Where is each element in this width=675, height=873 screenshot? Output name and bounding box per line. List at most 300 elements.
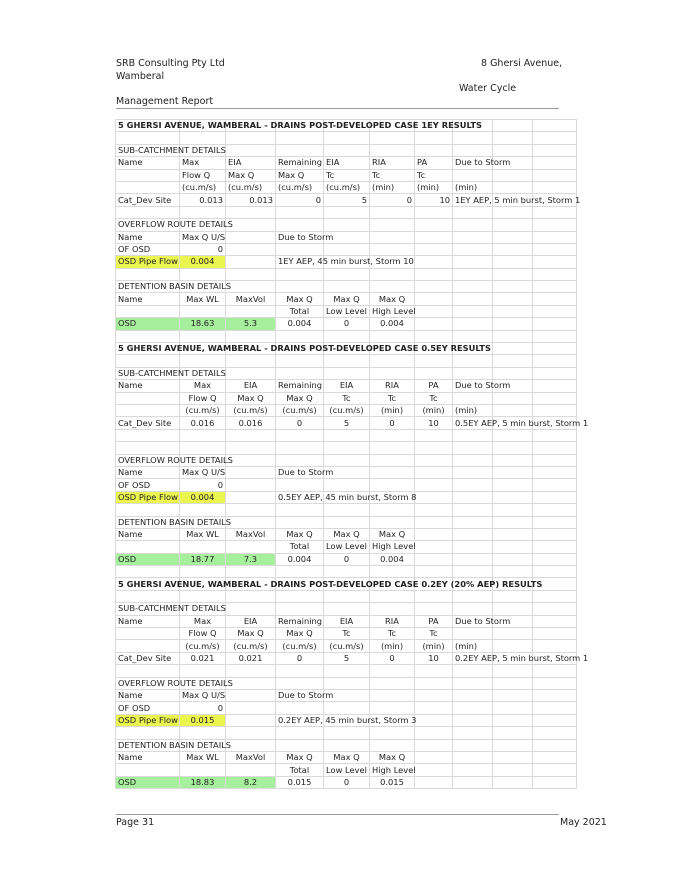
overflow-storm-value: 1EY AEP, 45 min burst, Storm 10 xyxy=(276,256,324,268)
empty-cell xyxy=(453,169,493,181)
empty-cell xyxy=(533,132,577,144)
catchment-unit-row xyxy=(116,404,577,416)
column-header: Max Q xyxy=(324,528,370,540)
osd-label: OSD xyxy=(116,553,180,565)
total-max-q-value: 0.004 xyxy=(276,553,324,565)
empty-cell xyxy=(415,281,453,293)
detention-data-row xyxy=(116,553,577,565)
empty-cell xyxy=(226,504,276,516)
overflow-header-row xyxy=(116,466,577,478)
sub-catchment-label-row xyxy=(116,144,577,156)
empty-cell xyxy=(370,231,415,243)
empty-cell xyxy=(226,727,276,739)
pa-tc-value: 10 xyxy=(415,652,453,664)
empty-cell xyxy=(116,764,180,776)
overflow-label-row xyxy=(116,677,577,689)
blank-row xyxy=(116,665,577,677)
empty-cell xyxy=(226,132,276,144)
empty-cell xyxy=(453,243,493,255)
empty-cell xyxy=(226,590,276,602)
osd-pipe-flow-value: 0.015 xyxy=(180,714,226,726)
empty-cell xyxy=(453,442,493,454)
empty-cell xyxy=(226,429,276,441)
empty-cell xyxy=(324,590,370,602)
empty-cell xyxy=(415,516,453,528)
column-header: Tc xyxy=(415,169,453,181)
empty-cell xyxy=(276,727,324,739)
column-header: Max Q xyxy=(276,528,324,540)
catchment-header-row xyxy=(116,392,577,404)
empty-cell xyxy=(324,219,370,231)
column-header: Max Q xyxy=(370,293,415,305)
eia-max-q-value: 0.021 xyxy=(226,652,276,664)
empty-cell xyxy=(415,132,453,144)
pipe-flow-row xyxy=(116,714,577,726)
empty-cell xyxy=(415,243,453,255)
empty-cell xyxy=(226,466,276,478)
column-header: Remaining xyxy=(276,380,324,392)
empty-cell xyxy=(370,367,415,379)
column-header: Due to Storm xyxy=(276,466,324,478)
empty-cell xyxy=(226,206,276,218)
empty-cell xyxy=(533,677,577,689)
empty-cell xyxy=(276,677,324,689)
column-header: Max Q xyxy=(276,751,324,763)
empty-cell xyxy=(370,590,415,602)
empty-cell xyxy=(226,665,276,677)
empty-cell xyxy=(415,144,453,156)
empty-cell xyxy=(453,776,493,788)
empty-cell xyxy=(324,504,370,516)
empty-cell xyxy=(226,144,276,156)
empty-cell xyxy=(493,330,533,342)
column-header: EIA xyxy=(226,380,276,392)
column-header: Max Q xyxy=(276,392,324,404)
empty-cell xyxy=(276,281,324,293)
empty-cell xyxy=(324,243,370,255)
empty-cell xyxy=(370,132,415,144)
empty-cell xyxy=(453,739,493,751)
catchment-name: Cat_Dev Site xyxy=(116,417,180,429)
empty-cell xyxy=(370,677,415,689)
column-header: Flow Q xyxy=(180,392,226,404)
ria-tc-value: 0 xyxy=(370,652,415,664)
empty-cell xyxy=(453,491,493,503)
unit-header: (min) xyxy=(453,404,493,416)
pipe-flow-row xyxy=(116,491,577,503)
empty-cell xyxy=(533,615,577,627)
ria-tc-value: 0 xyxy=(370,417,415,429)
column-header: High Level xyxy=(370,305,415,317)
column-header: Due to Storm xyxy=(453,157,493,169)
blank-row xyxy=(116,504,577,516)
empty-cell xyxy=(116,541,180,553)
empty-cell xyxy=(370,330,415,342)
catchment-name: Cat_Dev Site xyxy=(116,194,180,206)
empty-cell xyxy=(276,206,324,218)
empty-cell xyxy=(493,268,533,280)
empty-cell xyxy=(226,541,276,553)
empty-cell xyxy=(180,206,226,218)
column-header: Total xyxy=(276,541,324,553)
column-header: Max Q xyxy=(226,392,276,404)
company-name: SRB Consulting Pty Ltd xyxy=(116,58,225,69)
low-level-max-q-value: 0 xyxy=(324,776,370,788)
empty-cell xyxy=(324,702,370,714)
empty-cell xyxy=(453,504,493,516)
column-header: Due to Storm xyxy=(276,231,324,243)
overflow-data-row xyxy=(116,702,577,714)
empty-cell xyxy=(276,330,324,342)
empty-cell xyxy=(493,318,533,330)
empty-cell xyxy=(453,355,493,367)
empty-cell xyxy=(493,628,533,640)
empty-cell xyxy=(453,466,493,478)
company-location: Wamberal xyxy=(116,71,165,82)
empty-cell xyxy=(415,219,453,231)
empty-cell xyxy=(226,231,276,243)
empty-cell xyxy=(370,504,415,516)
eia-max-q-value: 0.013 xyxy=(226,194,276,206)
empty-cell xyxy=(415,206,453,218)
empty-cell xyxy=(533,491,577,503)
empty-cell xyxy=(533,392,577,404)
empty-cell xyxy=(415,305,453,317)
empty-cell xyxy=(116,442,180,454)
empty-cell xyxy=(493,751,533,763)
column-header: Tc xyxy=(415,392,453,404)
empty-cell xyxy=(453,144,493,156)
blank-row xyxy=(116,132,577,144)
column-header: Tc xyxy=(370,169,415,181)
empty-cell xyxy=(493,566,533,578)
catchment-data-row xyxy=(116,194,577,206)
report-subject: Water Cycle xyxy=(459,83,517,94)
empty-cell xyxy=(226,689,276,701)
unit-header: (cu.m/s) xyxy=(180,640,226,652)
high-level-max-q-value: 0.004 xyxy=(370,318,415,330)
empty-cell xyxy=(324,677,370,689)
empty-cell xyxy=(493,293,533,305)
unit-header: (min) xyxy=(370,181,415,193)
empty-cell xyxy=(415,665,453,677)
pa-tc-value: 10 xyxy=(415,194,453,206)
unit-header: (cu.m/s) xyxy=(180,404,226,416)
empty-cell xyxy=(370,268,415,280)
empty-cell xyxy=(533,169,577,181)
empty-cell xyxy=(533,566,577,578)
empty-cell xyxy=(533,504,577,516)
empty-cell xyxy=(453,702,493,714)
empty-cell xyxy=(180,590,226,602)
unit-header: (cu.m/s) xyxy=(276,181,324,193)
empty-cell xyxy=(276,144,324,156)
empty-cell xyxy=(370,144,415,156)
unit-header: (min) xyxy=(453,181,493,193)
empty-cell xyxy=(276,367,324,379)
empty-cell xyxy=(533,603,577,615)
empty-cell xyxy=(453,714,493,726)
section-label: SUB-CATCHMENT DETAILS xyxy=(116,367,180,379)
empty-cell xyxy=(533,380,577,392)
empty-cell xyxy=(493,404,533,416)
column-header: Max Q xyxy=(324,293,370,305)
critical-storm-value: 1EY AEP, 5 min burst, Storm 1 xyxy=(453,194,493,206)
catchment-header-row xyxy=(116,615,577,627)
empty-cell xyxy=(116,504,180,516)
empty-cell xyxy=(453,516,493,528)
section-label: OVERFLOW ROUTE DETAILS xyxy=(116,219,180,231)
empty-cell xyxy=(415,318,453,330)
section-title: 5 GHERSI AVENUE, WAMBERAL - DRAINS POST-DEVELOPED CASE 0.5EY RESULTS xyxy=(116,343,180,355)
empty-cell xyxy=(180,305,226,317)
osd-label: OSD xyxy=(116,776,180,788)
empty-cell xyxy=(533,231,577,243)
column-header: Max Q xyxy=(370,751,415,763)
empty-cell xyxy=(415,491,453,503)
empty-cell xyxy=(276,504,324,516)
empty-cell xyxy=(493,516,533,528)
empty-cell xyxy=(493,367,533,379)
column-header: EIA xyxy=(324,615,370,627)
empty-cell xyxy=(415,764,453,776)
empty-cell xyxy=(415,466,453,478)
report-date: May 2021 xyxy=(560,817,607,828)
section-label: SUB-CATCHMENT DETAILS xyxy=(116,144,180,156)
detention-subheader-row xyxy=(116,541,577,553)
empty-cell xyxy=(415,714,453,726)
empty-cell xyxy=(116,404,180,416)
section-title-row xyxy=(116,578,577,590)
empty-cell xyxy=(453,689,493,701)
empty-cell xyxy=(415,541,453,553)
column-header: Due to Storm xyxy=(453,380,493,392)
empty-cell xyxy=(453,281,493,293)
empty-cell xyxy=(493,206,533,218)
empty-cell xyxy=(533,157,577,169)
empty-cell xyxy=(116,181,180,193)
overflow-name: OF OSD xyxy=(116,243,180,255)
empty-cell xyxy=(415,751,453,763)
empty-cell xyxy=(276,454,324,466)
empty-cell xyxy=(415,268,453,280)
column-header: Total xyxy=(276,305,324,317)
empty-cell xyxy=(324,355,370,367)
column-header: Low Level xyxy=(324,305,370,317)
detention-label-row xyxy=(116,739,577,751)
empty-cell xyxy=(493,553,533,565)
empty-cell xyxy=(116,566,180,578)
column-header: MaxVol xyxy=(226,293,276,305)
page-number: Page 31 xyxy=(116,817,155,828)
empty-cell xyxy=(533,355,577,367)
empty-cell xyxy=(493,305,533,317)
empty-cell xyxy=(180,330,226,342)
remaining-max-q-value: 0 xyxy=(276,194,324,206)
empty-cell xyxy=(276,665,324,677)
empty-cell xyxy=(533,702,577,714)
empty-cell xyxy=(493,479,533,491)
empty-cell xyxy=(116,169,180,181)
empty-cell xyxy=(415,355,453,367)
section-title: 5 GHERSI AVENUE, WAMBERAL - DRAINS POST-DEVELOPED CASE 1EY RESULTS xyxy=(116,120,180,132)
empty-cell xyxy=(324,429,370,441)
column-header: Name xyxy=(116,615,180,627)
catchment-header-row xyxy=(116,628,577,640)
empty-cell xyxy=(324,330,370,342)
report-address: 8 Ghersi Avenue, xyxy=(481,58,563,69)
empty-cell xyxy=(533,181,577,193)
empty-cell xyxy=(453,367,493,379)
empty-cell xyxy=(493,132,533,144)
blank-row xyxy=(116,566,577,578)
empty-cell xyxy=(276,355,324,367)
overflow-name: OF OSD xyxy=(116,702,180,714)
empty-cell xyxy=(370,206,415,218)
column-header: Due to Storm xyxy=(276,689,324,701)
empty-cell xyxy=(370,429,415,441)
overflow-data-row xyxy=(116,243,577,255)
empty-cell xyxy=(533,528,577,540)
detention-subheader-row xyxy=(116,305,577,317)
empty-cell xyxy=(226,764,276,776)
section-title-row xyxy=(116,343,577,355)
remaining-max-q-value: 0 xyxy=(276,417,324,429)
empty-cell xyxy=(324,739,370,751)
empty-cell xyxy=(533,243,577,255)
empty-cell xyxy=(493,504,533,516)
empty-cell xyxy=(370,665,415,677)
empty-cell xyxy=(370,516,415,528)
empty-cell xyxy=(453,553,493,565)
detention-data-row xyxy=(116,318,577,330)
catchment-unit-row xyxy=(116,640,577,652)
empty-cell xyxy=(324,206,370,218)
unit-header: (cu.m/s) xyxy=(276,404,324,416)
remaining-max-q-value: 0 xyxy=(276,652,324,664)
column-header: Max Q xyxy=(276,169,324,181)
empty-cell xyxy=(533,590,577,602)
high-level-max-q-value: 0.004 xyxy=(370,553,415,565)
empty-cell xyxy=(493,231,533,243)
empty-cell xyxy=(493,739,533,751)
overflow-storm-value: 0.2EY AEP, 45 min burst, Storm 3 xyxy=(276,714,324,726)
empty-cell xyxy=(324,281,370,293)
empty-cell xyxy=(276,739,324,751)
empty-cell xyxy=(493,466,533,478)
empty-cell xyxy=(226,479,276,491)
column-header: Tc xyxy=(370,392,415,404)
catchment-data-row xyxy=(116,417,577,429)
empty-cell xyxy=(533,665,577,677)
empty-cell xyxy=(276,479,324,491)
unit-header: (cu.m/s) xyxy=(226,181,276,193)
empty-cell xyxy=(533,256,577,268)
column-header: Name xyxy=(116,466,180,478)
empty-cell xyxy=(324,479,370,491)
column-header: Tc xyxy=(415,628,453,640)
empty-cell xyxy=(370,702,415,714)
max-wl-value: 18.63 xyxy=(180,318,226,330)
empty-cell xyxy=(453,429,493,441)
empty-cell xyxy=(533,305,577,317)
empty-cell xyxy=(453,206,493,218)
header-rule xyxy=(116,108,559,109)
max-vol-value: 7.3 xyxy=(226,553,276,565)
empty-cell xyxy=(453,318,493,330)
unit-header: (min) xyxy=(415,404,453,416)
column-header: Name xyxy=(116,689,180,701)
empty-cell xyxy=(415,454,453,466)
column-header: Max xyxy=(180,380,226,392)
empty-cell xyxy=(533,454,577,466)
unit-header: (cu.m/s) xyxy=(324,181,370,193)
column-header: PA xyxy=(415,615,453,627)
column-header: Max Q xyxy=(324,751,370,763)
empty-cell xyxy=(453,590,493,602)
empty-cell xyxy=(415,504,453,516)
empty-cell xyxy=(533,541,577,553)
empty-cell xyxy=(493,181,533,193)
section-label: DETENTION BASIN DETAILS xyxy=(116,739,180,751)
empty-cell xyxy=(533,764,577,776)
empty-cell xyxy=(226,367,276,379)
max-flow-value: 0.013 xyxy=(180,194,226,206)
empty-cell xyxy=(415,553,453,565)
empty-cell xyxy=(533,429,577,441)
column-header: Name xyxy=(116,231,180,243)
empty-cell xyxy=(324,367,370,379)
empty-cell xyxy=(180,764,226,776)
empty-cell xyxy=(226,491,276,503)
column-header: Total xyxy=(276,764,324,776)
empty-cell xyxy=(370,566,415,578)
section-title-row xyxy=(116,120,577,132)
empty-cell xyxy=(226,702,276,714)
empty-cell xyxy=(370,281,415,293)
column-header: Tc xyxy=(324,169,370,181)
empty-cell xyxy=(324,727,370,739)
empty-cell xyxy=(180,268,226,280)
empty-cell xyxy=(415,727,453,739)
catchment-name: Cat_Dev Site xyxy=(116,652,180,664)
empty-cell xyxy=(180,504,226,516)
empty-cell xyxy=(493,665,533,677)
unit-header: (min) xyxy=(370,640,415,652)
overflow-storm-value: 0.5EY AEP, 45 min burst, Storm 8 xyxy=(276,491,324,503)
section-label: OVERFLOW ROUTE DETAILS xyxy=(116,677,180,689)
catchment-header-row xyxy=(116,157,577,169)
empty-cell xyxy=(370,689,415,701)
empty-cell xyxy=(226,714,276,726)
empty-cell xyxy=(116,392,180,404)
critical-storm-value: 0.2EY AEP, 5 min burst, Storm 1 xyxy=(453,652,493,664)
unit-header: (min) xyxy=(415,640,453,652)
empty-cell xyxy=(276,702,324,714)
column-header: Max Q xyxy=(226,169,276,181)
empty-cell xyxy=(493,491,533,503)
of-osd-value: 0 xyxy=(180,702,226,714)
empty-cell xyxy=(533,479,577,491)
catchment-data-row xyxy=(116,652,577,664)
of-osd-value: 0 xyxy=(180,479,226,491)
empty-cell xyxy=(226,454,276,466)
empty-cell xyxy=(453,603,493,615)
unit-header: (cu.m/s) xyxy=(324,404,370,416)
empty-cell xyxy=(493,392,533,404)
empty-cell xyxy=(415,528,453,540)
pipe-flow-row xyxy=(116,256,577,268)
